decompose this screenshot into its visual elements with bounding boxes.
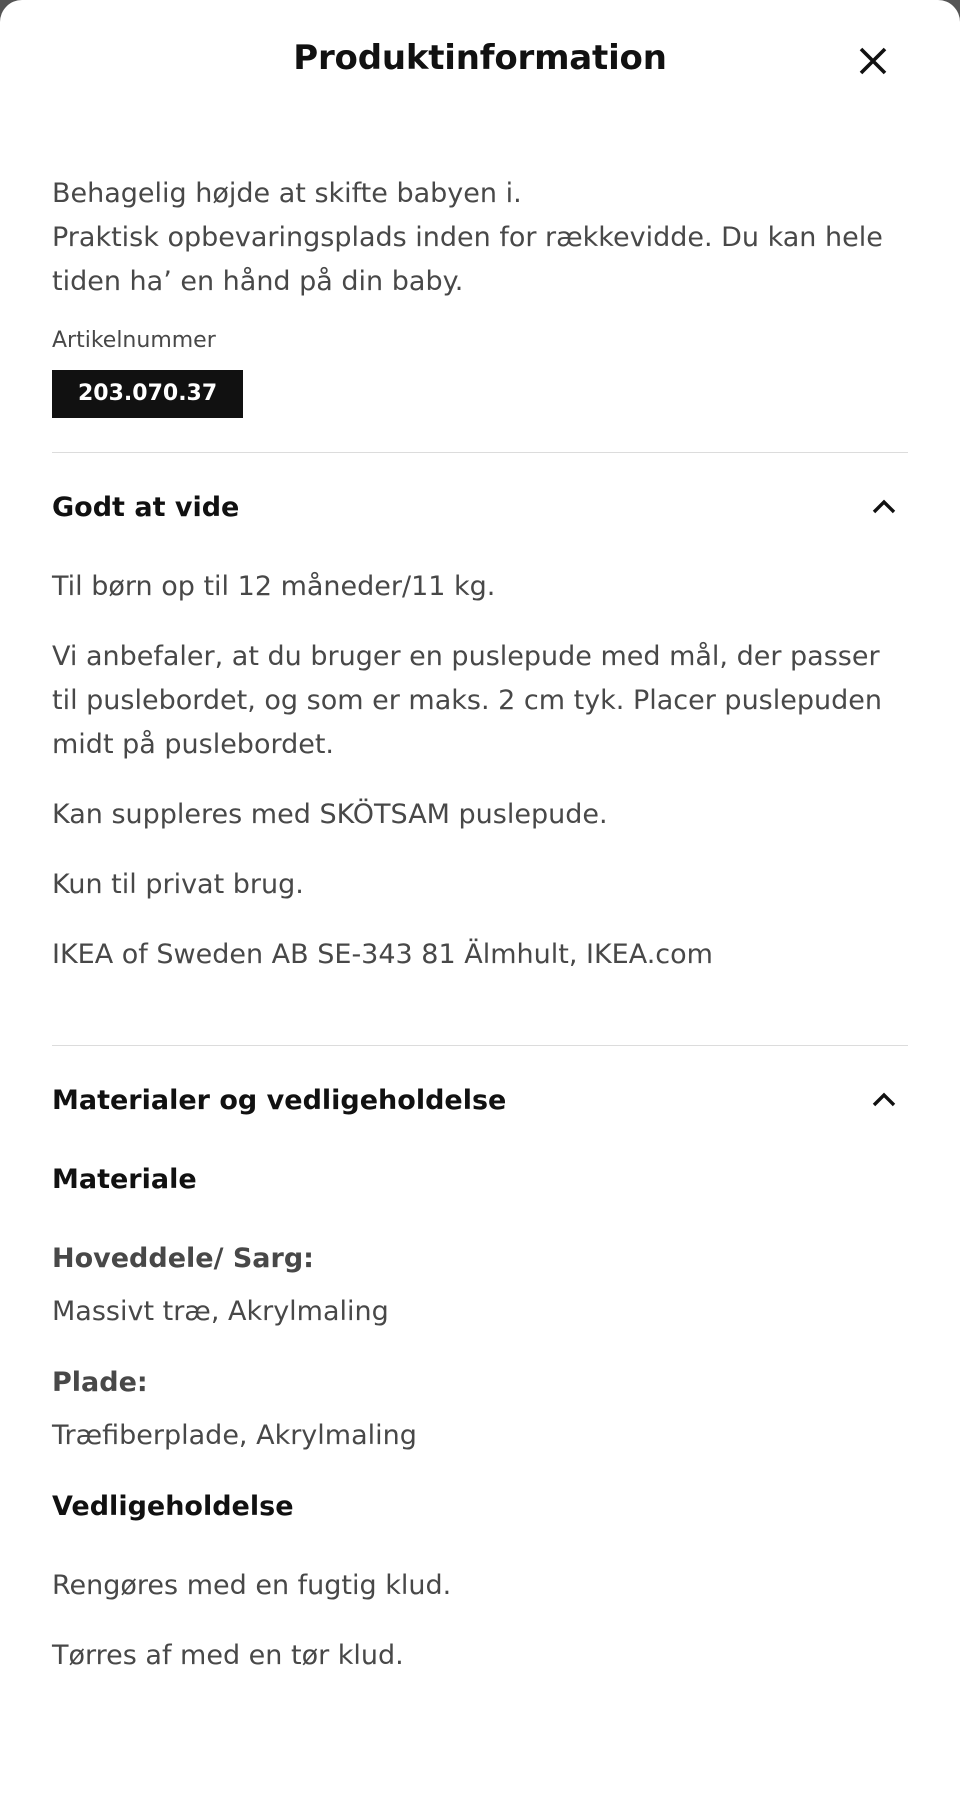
care-heading: Vedligeholdelse xyxy=(52,1491,294,1522)
section-toggle-materials[interactable] xyxy=(52,1046,908,1154)
care-instruction: Rengøres med en fugtig klud. xyxy=(52,1570,452,1601)
description-line: Praktisk opbevaringsplads inden for rækkevidde. Du kan hele tiden ha’ en hånd på din baby. xyxy=(52,222,883,297)
care-instruction: Tørres af med en tør klud. xyxy=(52,1640,404,1671)
article-number-label: Artikelnummer xyxy=(52,328,216,353)
info-paragraph: Vi anbefaler, at du bruger en puslepude med mål, der passer til puslebordet, og som er maks. 2 cm tyk. Placer puslepuden midt på puslebordet. xyxy=(52,641,882,760)
part-label: Plade: xyxy=(52,1367,148,1398)
close-button[interactable] xyxy=(848,36,898,86)
info-paragraph: Kun til privat brug. xyxy=(52,869,304,900)
chevron-up-icon xyxy=(870,493,898,521)
material-heading: Materiale xyxy=(52,1164,197,1195)
section-title: Godt at vide xyxy=(52,491,240,523)
close-icon xyxy=(858,46,888,76)
article-number-badge: 203.070.37 xyxy=(52,370,243,418)
description-line: Behagelig højde at skifte babyen i. xyxy=(52,178,522,209)
sheet-content xyxy=(52,172,908,1678)
info-paragraph: Til børn op til 12 måneder/11 kg. xyxy=(52,571,496,602)
info-paragraph: IKEA of Sweden AB SE-343 81 Älmhult, IKEA.com xyxy=(52,939,713,970)
materials-body xyxy=(52,1154,908,1678)
product-description xyxy=(52,172,908,304)
info-paragraph: Kan suppleres med SKÖTSAM puslepude. xyxy=(52,799,608,830)
section-title: Materialer og vedligeholdelse xyxy=(52,1084,507,1116)
chevron-up-icon xyxy=(870,1086,898,1114)
good-to-know-body xyxy=(52,561,908,977)
part-value: Træfiberplade, Akrylmaling xyxy=(52,1420,417,1451)
part-value: Massivt træ, Akrylmaling xyxy=(52,1296,389,1327)
sheet-header xyxy=(0,0,960,124)
part-label: Hoveddele/ Sarg: xyxy=(52,1243,314,1274)
section-toggle-good-to-know[interactable] xyxy=(52,453,908,561)
sheet-title: Produktinformation xyxy=(293,38,667,78)
